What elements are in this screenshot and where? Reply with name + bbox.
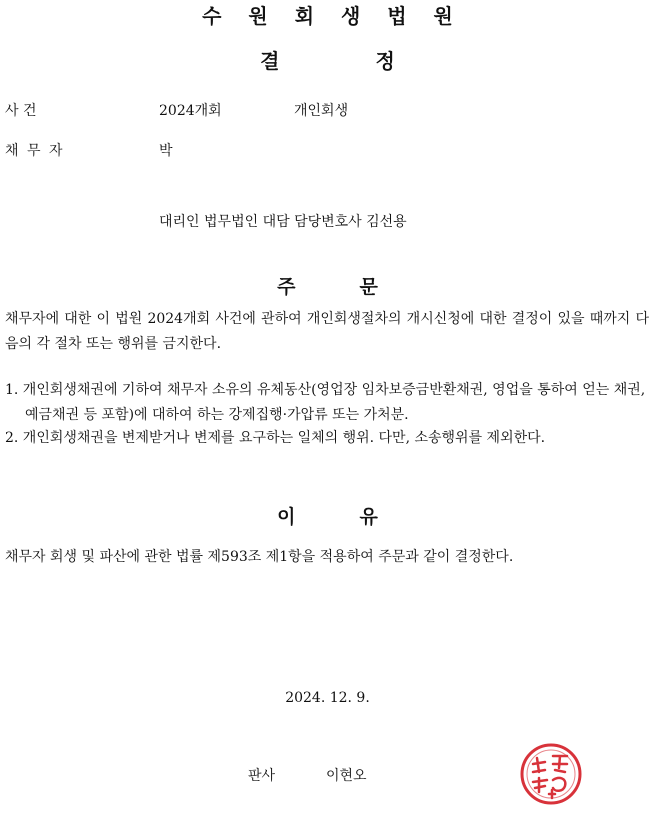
order-heading-left: 주 [277, 276, 296, 298]
reason-heading-left: 이 [277, 506, 296, 528]
debtor-name: 박 [159, 143, 173, 159]
order-heading-right: 문 [359, 276, 378, 298]
judge-name: 이현오 [326, 768, 367, 784]
judge-title: 판사 [248, 768, 276, 784]
order-item-2: 2. 개인회생채권을 변제받거나 변제를 요구하는 일체의 행위. 다만, 소송행위를 제외한다. [5, 430, 546, 446]
court-name: 수 원 회 생 법 원 [202, 4, 463, 28]
order-heading [0, 272, 655, 299]
debtor-label: 채 무 자 [5, 143, 65, 159]
decision-date: 2024. 12. 9. [285, 690, 370, 706]
reason-heading-right: 유 [359, 506, 378, 528]
reason-heading [0, 502, 655, 529]
case-label: 사 건 [5, 103, 37, 119]
case-type: 개인회생 [294, 103, 349, 119]
case-number: 2024개회 [159, 103, 222, 119]
document-title [0, 45, 655, 74]
court-seal-icon [519, 742, 583, 806]
representative: 대리인 법무법인 대담 담당변호사 김선용 [159, 214, 407, 230]
order-item-1: 1. 개인회생채권에 기하여 채무자 소유의 유체동산(영업장 임차보증금반환채권, 영업을 통하여 얻는 채권, 예금채권 등 포함)에 대하여 하는 강제집행·가압류 또는 가처분. [5, 382, 646, 423]
order-intro: 채무자에 대한 이 법원 2024개회 사건에 관하여 개인회생절차의 개시신청에 대한 결정이 있을 때까지 다음의 각 절차 또는 행위를 금지한다. [5, 311, 649, 352]
document-title-left: 결 [260, 49, 280, 73]
reason-text: 채무자 회생 및 파산에 관한 법률 제593조 제1항을 적용하여 주문과 같이 결정한다. [5, 549, 514, 565]
document-title-right: 정 [375, 49, 395, 73]
